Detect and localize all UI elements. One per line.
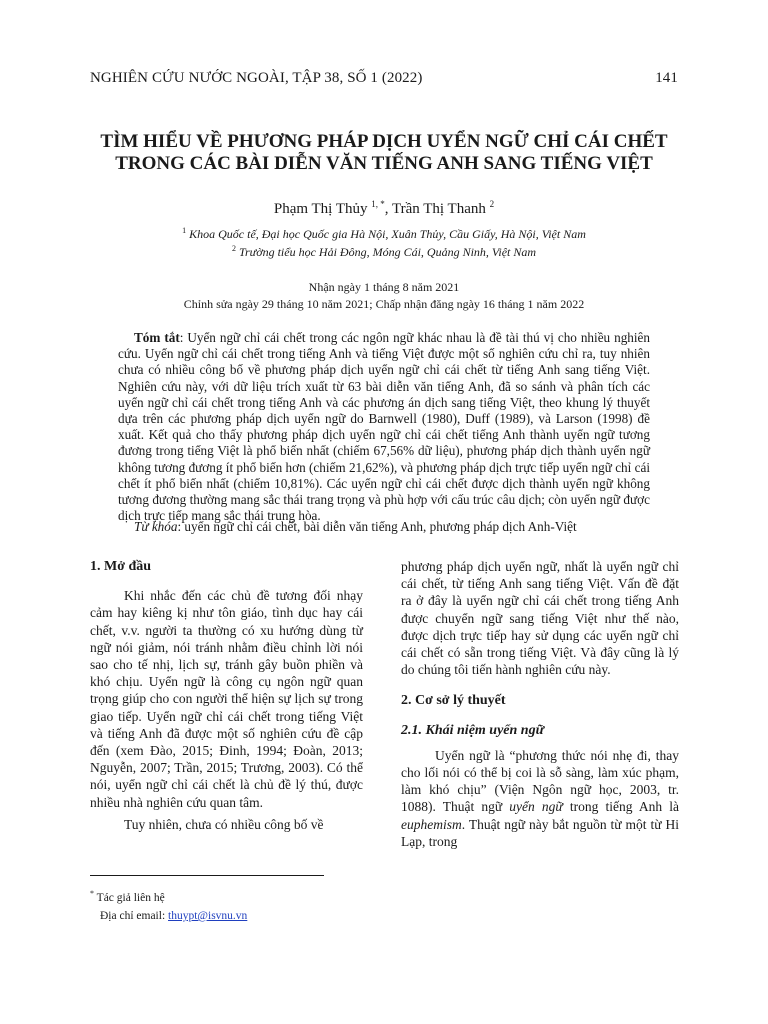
footnote — [90, 885, 247, 925]
journal-name: NGHIÊN CỨU NƯỚC NGOÀI, TẬP 38, SỐ 1 (2022) — [90, 70, 423, 86]
theory-paragraph-1 — [401, 747, 679, 850]
affiliation-2-text: Trường tiểu học Hải Đông, Móng Cái, Quảng Ninh, Việt Nam — [238, 245, 537, 259]
term-euphemism: euphemism — [401, 816, 462, 832]
author-2: Trần Thị Thanh — [391, 201, 486, 217]
keywords-label: Từ khóa — [134, 519, 178, 534]
keywords-text: : uyển ngữ chỉ cái chết, bài diễn văn tiếng Anh, phương pháp dịch Anh-Việt — [177, 519, 577, 534]
author-separator: , — [384, 201, 392, 217]
running-header — [90, 70, 678, 87]
revised-accepted-date: Chỉnh sửa ngày 29 tháng 10 năm 2021; Chấp nhận đăng ngày 16 tháng 1 năm 2022 — [183, 297, 585, 311]
term-uyen-ngu: uyển ngữ — [509, 799, 563, 815]
email-link[interactable]: thuypt@isvnu.vn — [168, 909, 248, 922]
theory-text-c: . Thuật ngữ này bắt nguồn từ một từ Hi Lạp, trong — [401, 816, 679, 849]
right-column — [401, 558, 679, 855]
affiliation-1-marker: 1 — [182, 226, 187, 235]
author-list — [80, 199, 688, 218]
abstract — [118, 330, 650, 524]
title-line-1: TÌM HIỂU VỀ PHƯƠNG PHÁP DỊCH UYỂN NGỮ CHỈ CÁI CHẾT — [100, 131, 668, 152]
author-1: Phạm Thị Thủy — [273, 201, 368, 217]
left-column — [90, 558, 363, 838]
corresponding-author-text: Tác giả liên hệ — [96, 891, 165, 904]
theory-text-b: trong tiếng Anh là — [562, 799, 679, 815]
author-2-marker: 2 — [489, 199, 495, 209]
affiliation-2 — [80, 244, 688, 260]
subsection-heading-euphemism: 2.1. Khái niệm uyển ngữ — [401, 722, 544, 738]
author-1-marker: 1, * — [371, 199, 385, 209]
intro-paragraph-2-continued: phương pháp dịch uyển ngữ, nhất là uyển ngữ chỉ cái chết, từ tiếng Anh sang tiếng Việt. Vấn đề đặt ra ở đây là uyển ngữ chỉ cái chết trong tiếng Anh được chuyển ngữ sang tiếng Việt như thế nào, được dịch trực tiếp hay sử dụng các uyển ngữ chỉ cái chết có sẵn trong tiếng Việt. Và đây cũng là lý do chúng tôi tiến hành nghiên cứu này. — [401, 559, 679, 678]
footnote-divider — [90, 875, 324, 876]
abstract-text: : Uyển ngữ chỉ cái chết trong các ngôn ngữ khác nhau là đề tài thú vị cho nhiều nghiên cứu. Uyển ngữ chỉ cái chết trong tiếng Anh và tiếng Việt được một số nghiên cứu chỉ ra, tuy nhiên chưa có nhiều công bố về phương pháp dịch uyển ngữ chỉ cái chết từ tiếng Anh sang tiếng Việt. Nghiên cứu này, với dữ liệu trích xuất từ 63 bài diễn văn tiếng Anh, đã so sánh và phân tích các uyển ngữ chỉ cái chết trong tiếng Anh và các phương án dịch sang tiếng Việt, theo khung lý thuyết dựa trên các phương pháp dịch uyển ngữ do Barnwell (1980), Duff (1989), và Larson (1998) đề xuất. Kết quả cho thấy phương pháp dịch uyển ngữ chỉ cái chết tiếng Anh thành uyển ngữ tương đương trong tiếng Việt là phổ biến nhất (chiếm 67,56% dữ liệu), phương pháp dịch thành uyển ngữ không tương đương ít phổ biến hơn (chiếm 21,62%), và phương pháp dịch trực tiếp uyển ngữ chỉ cái chết ít phổ biến nhất (chiếm 10,81%). Các uyển ngữ chỉ cái chết được dịch thành uyển ngữ không tương đương thường mang sắc thái trang trọng và phù hợp với cấu trúc câu dịch; còn uyển ngữ được dịch trực tiếp mang sắc thái trung hòa. — [118, 330, 650, 524]
affiliation-1 — [80, 226, 688, 242]
intro-paragraph-1: Khi nhắc đến các chủ đề tương đối nhạy cảm hay kiêng kị như tôn giáo, tình dục hay cái chết, v.v. người ta thường có xu hướng dùng từ ngữ nói giảm, nói tránh nhằm điều chỉnh lời nói sao cho tế nhị, lịch sự, tránh gây buồn phiền và khó chịu. Uyển ngữ là công cụ ngôn ngữ quan trọng giúp cho con người thể hiện sự lịch sự trong giao tiếp. Uyển ngữ chỉ cái chết trong tiếng Việt và tiếng Anh đã được một số nghiên cứu đề cập đến (xem Đào, 2015; Đinh, 1994; Đoàn, 2013; Nguyễn, 2007; Trần, 2015; Trương, 2003). Có thể nói, uyển ngữ chỉ cái chết là chủ đề lý thú, được nhiều nhà nghiên cứu quan tâm. — [90, 588, 363, 810]
email-line — [90, 907, 247, 925]
page-number: 141 — [655, 70, 678, 86]
received-date: Nhận ngày 1 tháng 8 năm 2021 — [308, 280, 460, 294]
theory-text-a: Uyển ngữ là “phương thức nói nhẹ đi, thay cho lối nói có thể bị coi là sỗ sàng, làm xúc phạm, làm khó chịu” (Viện Ngôn ngữ học, 2003, tr. 1088). Thuật ngữ — [401, 747, 679, 815]
section-heading-introduction: 1. Mở đầu — [90, 559, 152, 574]
corresponding-author-note — [90, 885, 247, 907]
title-line-2: TRONG CÁC BÀI DIỄN VĂN TIẾNG ANH SANG TIẾNG VIỆT — [115, 153, 653, 174]
abstract-label: Tóm tắt — [134, 330, 180, 345]
intro-paragraph-2: Tuy nhiên, chưa có nhiều công bố về — [124, 816, 324, 832]
email-label: Địa chỉ email: — [100, 909, 169, 922]
affiliation-1-text: Khoa Quốc tế, Đại học Quốc gia Hà Nội, Xuân Thủy, Cầu Giấy, Hà Nội, Việt Nam — [189, 227, 586, 241]
article-title — [80, 131, 688, 175]
footnote-marker: * — [90, 889, 94, 898]
keywords — [118, 519, 650, 535]
affiliation-2-marker: 2 — [231, 244, 236, 253]
section-heading-theory: 2. Cơ sở lý thuyết — [401, 693, 506, 709]
